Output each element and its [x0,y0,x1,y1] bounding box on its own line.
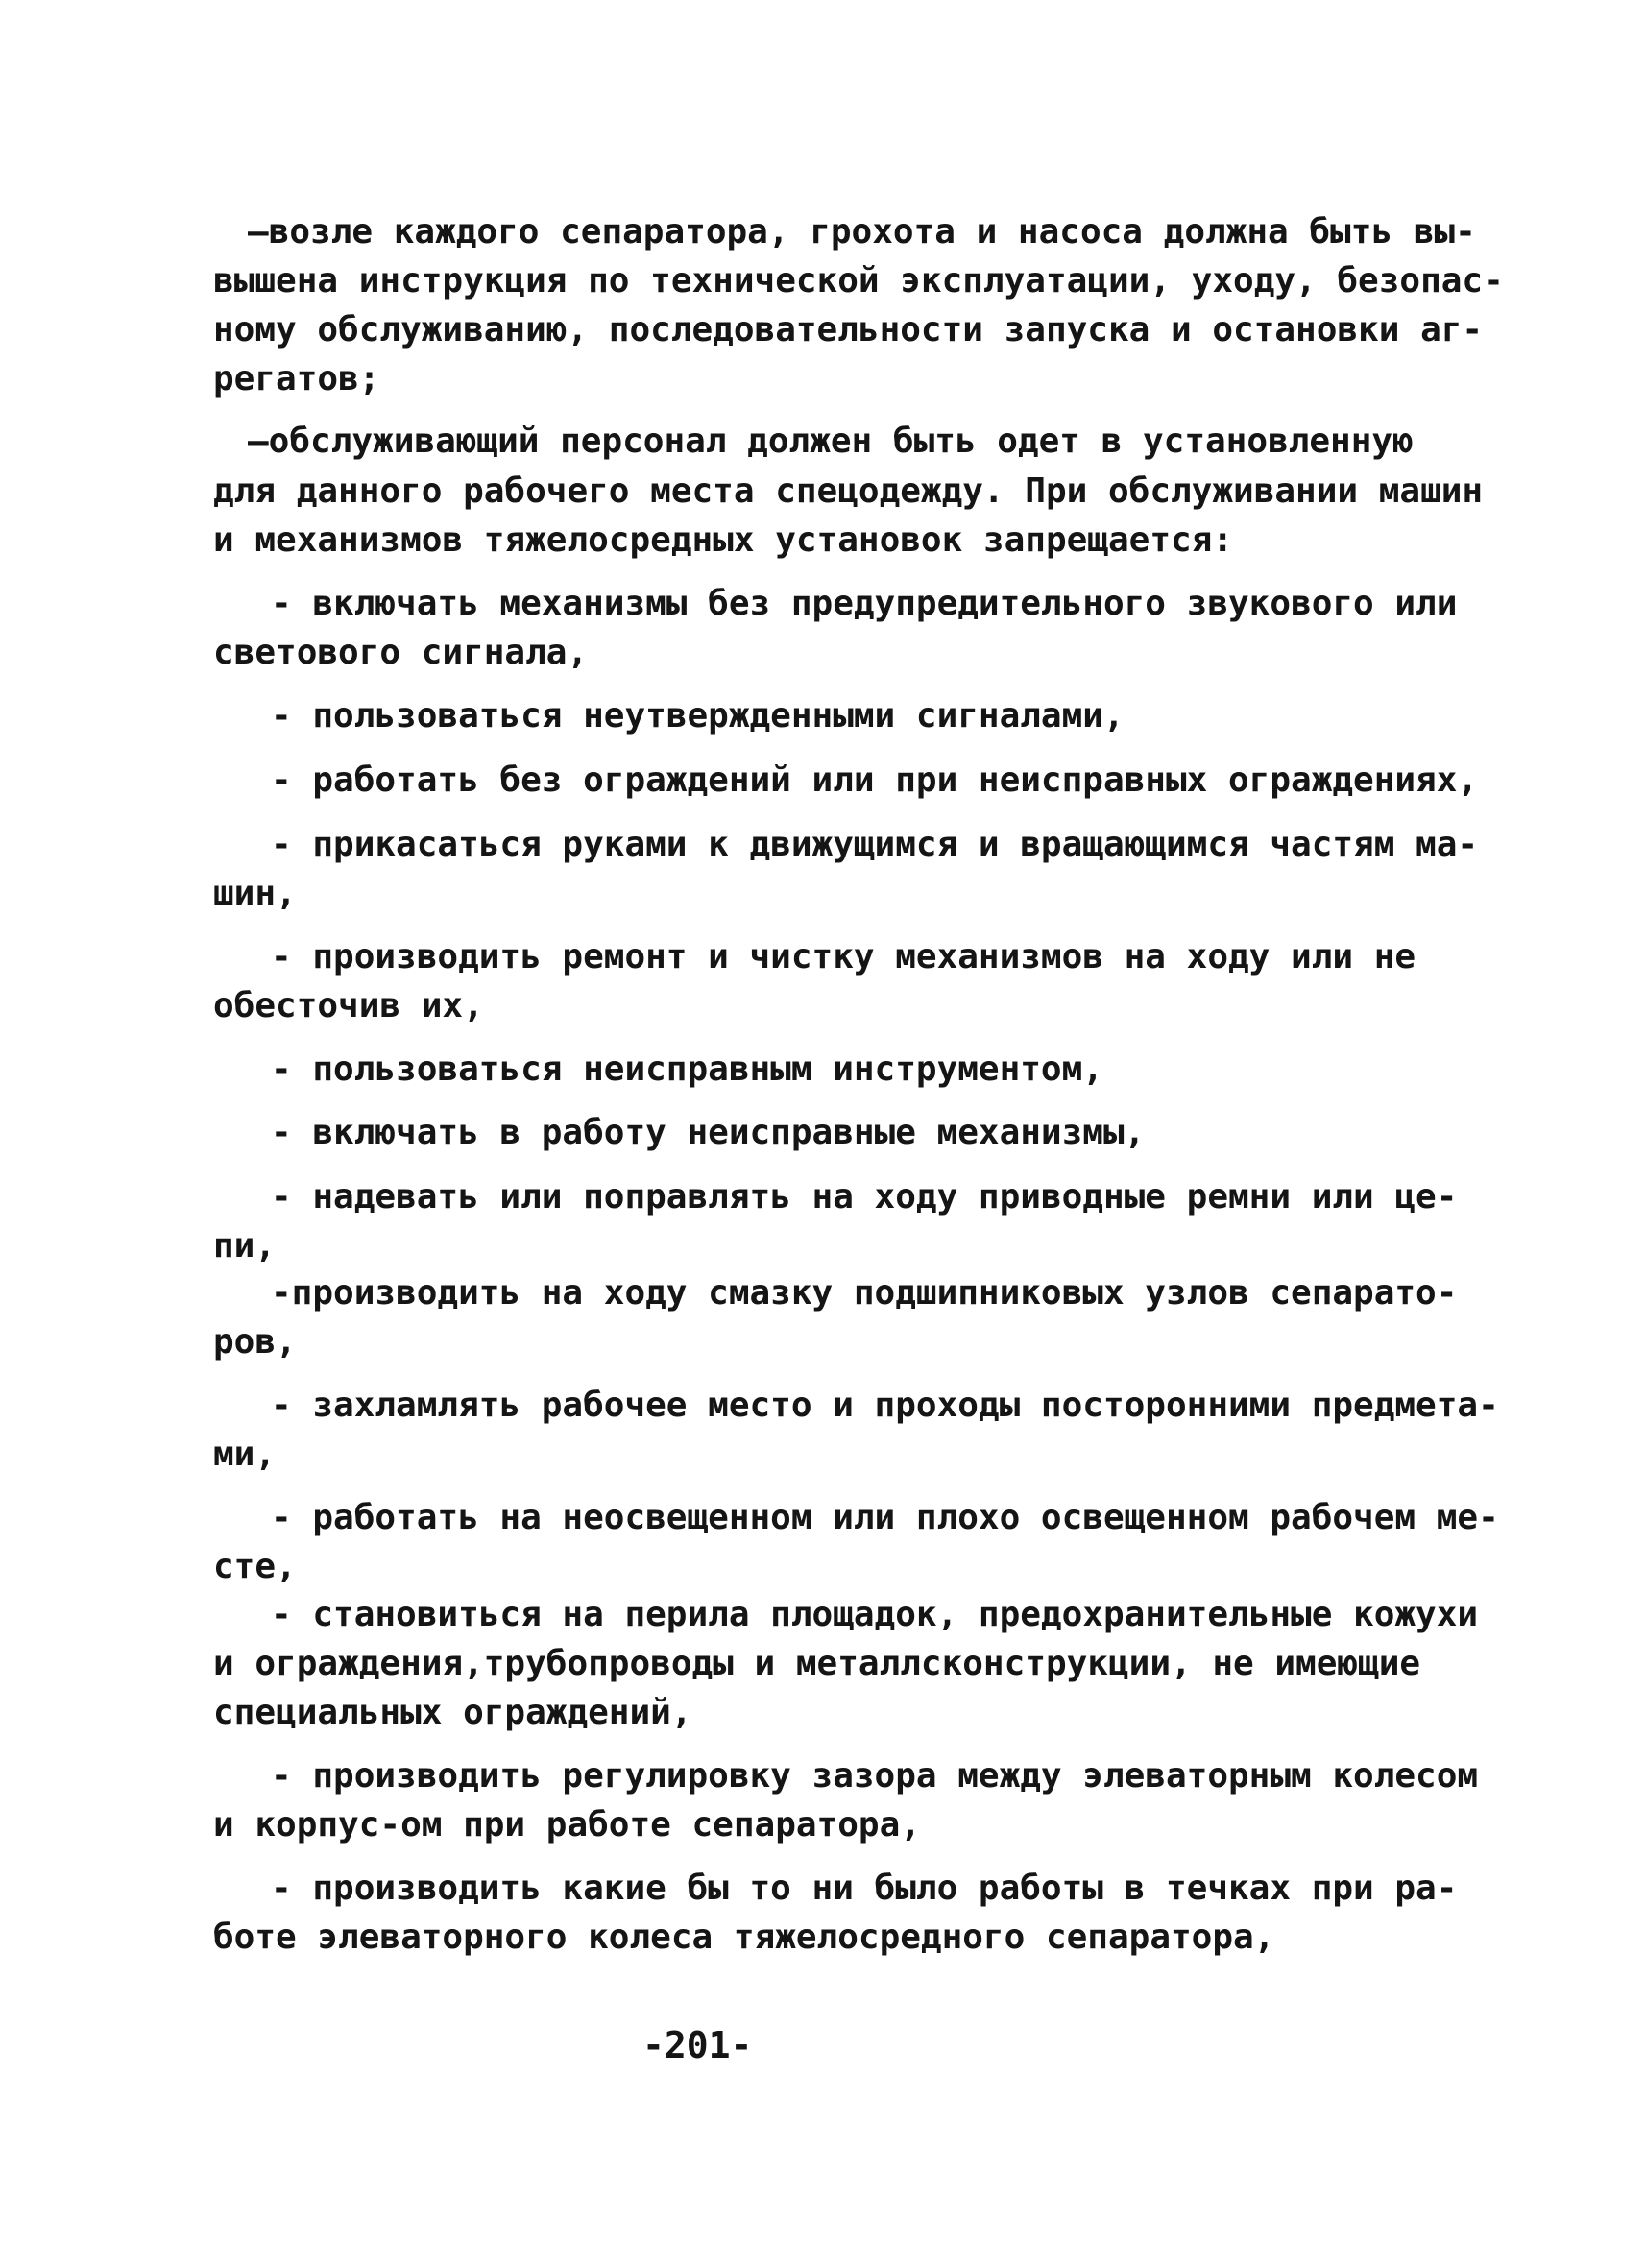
text-line: ному обслуживанию, последовательности запуска и остановки аг- [213,310,1484,350]
text-line: - производить регулировку зазора между элеваторным колесом [271,1756,1479,1796]
text-line: и корпус-ом при работе сепаратора, [213,1805,921,1845]
text-line: и ограждения,трубопроводы и металлсконструкции, не имеющие [213,1644,1421,1683]
text-line: шин, [213,874,297,913]
text-line: - надевать или поправлять на ходу приводные ремни или це- [271,1177,1458,1217]
text-line: обесточив их, [213,986,484,1025]
text-line: для данного рабочего места спецодежду. При обслуживании машин [213,471,1484,511]
text-line: - производить ремонт и чистку механизмов на ходу или не [271,937,1416,977]
text-line: - работать без ограждений или при неисправных ограждениях, [271,760,1479,800]
text-line: - захламлять рабочее место и проходы посторонними предмета- [271,1386,1499,1425]
text-line: - производить какие бы то ни было работы в течках при ра- [271,1869,1458,1908]
text-line: –возле каждого сепаратора, грохота и насоса должна быть вы- [248,212,1476,252]
text-line: -производить на ходу смазку подшипниковых узлов сепарато- [271,1273,1458,1313]
page-number: -201- [642,2024,753,2066]
text-line: - включать в работу неисправные механизмы, [271,1113,1146,1152]
text-line: пи, [213,1226,277,1266]
text-line: и механизмов тяжелосредных установок запрещается: [213,520,1234,560]
text-line: - становиться на перила площадок, предохранительные кожухи [271,1595,1479,1634]
text-line: вышена инструкция по технической эксплуатации, уходу, безопас- [213,261,1504,301]
text-line: - прикасаться руками к движущимся и вращающимся частям ма- [271,825,1479,864]
text-line: боте элеваторного колеса тяжелосредного сепаратора, [213,1918,1275,1957]
text-line: светового сигнала, [213,633,589,672]
text-line: - включать механизмы без предупредительного звукового или [271,584,1458,623]
text-line: регатов; [213,359,380,398]
text-line: –обслуживающий персонал должен быть одет в установленную [248,422,1414,461]
text-line: ров, [213,1322,297,1362]
text-line: специальных ограждений, [213,1693,692,1732]
text-line: сте, [213,1547,297,1586]
text-line: - пользоваться неутвержденными сигналами, [271,696,1125,736]
text-line: - работать на неосвещенном или плохо освещенном рабочем ме- [271,1498,1499,1537]
text-line: - пользоваться неисправным инструментом, [271,1050,1103,1089]
text-line: ми, [213,1435,277,1474]
